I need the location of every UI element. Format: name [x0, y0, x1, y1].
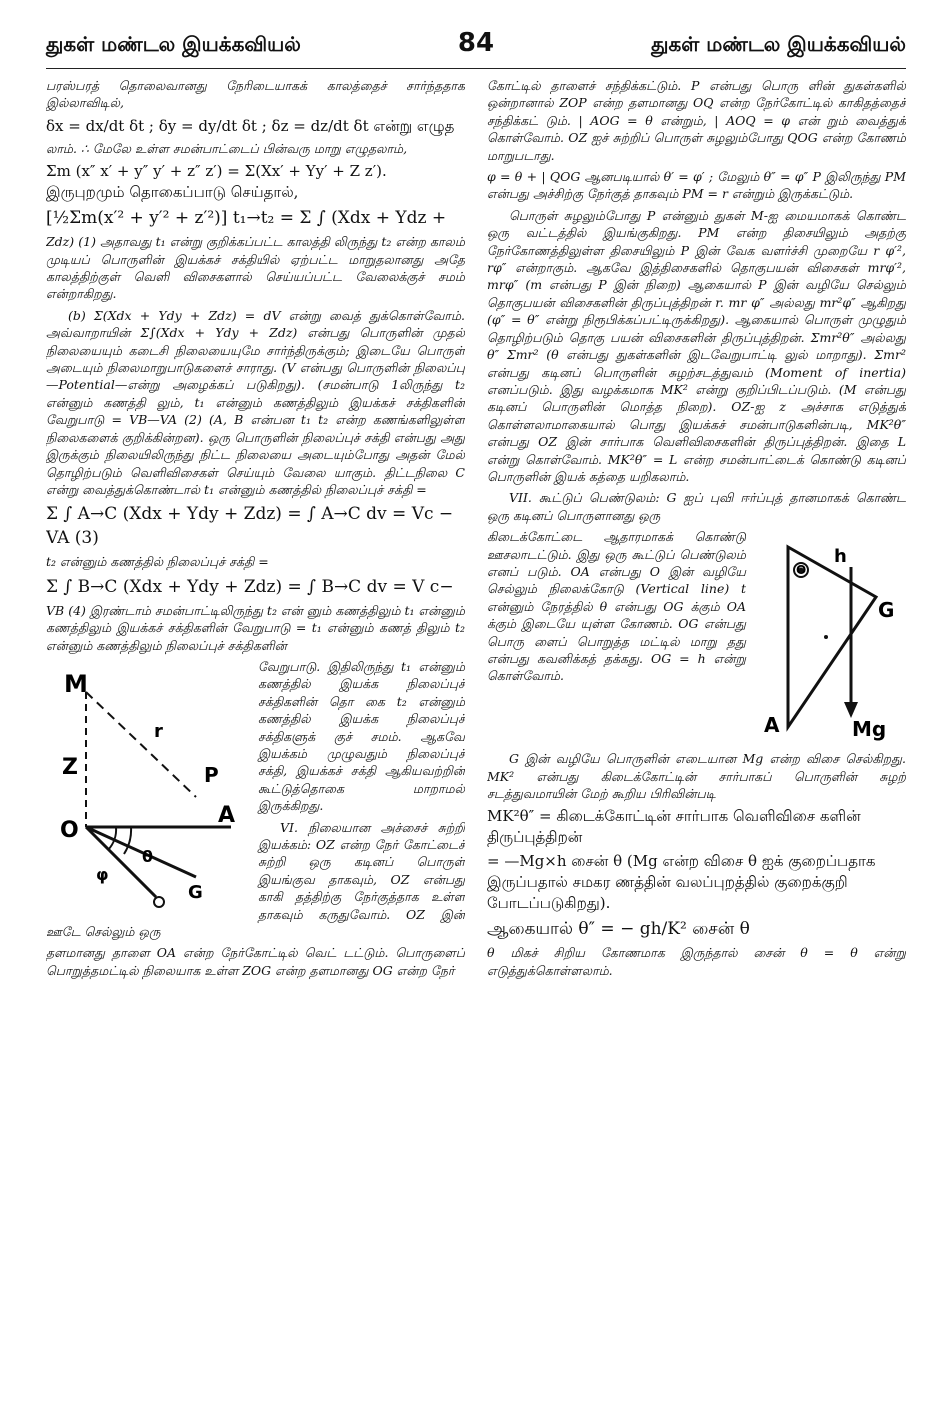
- paragraph: Zdz) (1) அதாவது t₁ என்று குறிக்கப்பட்ட காலத்தி லிருந்து t₂ என்ற காலம் முடியப் பொருளின் இயக்கச் சக்தியில் ஏற்பட்ட மாறுதலானது அதே காலத்திற்குள் வெளி விசைகளால் செய்யப்பட்ட வேலைக்குச் சமம் என்றாகிறது.: [46, 234, 465, 302]
- paragraph: G இன் வழியே பொருளின் எடையான Mg என்ற விசை செல்கிறது. MK² என்பது கிடைக்கோட்டின் சார்பாகப் பொருளின் சுழற் சடத்துவமாயின் மேற் கூறிய பிரிவின்படி: [487, 751, 906, 801]
- paragraph: t₂ என்னும் கணத்தில் நிலைப்புச் சக்தி =: [46, 554, 269, 570]
- equation: = —Mg×h சைன் θ (Mg என்ற விசை θ ஐக் குறைப்பதாக இருப்பதால் சமகர ணத்தின் வலப்புறத்தில் குறைக்குறி போடப்படுகிறது).: [487, 852, 876, 913]
- paragraph: VI. நிலையான அச்சைச் சுற்றி இயக்கம்: OZ என்ற நேர் கோட்டைச் சுற்றி ஒரு கடினப் பொருள் இயங்குவ தாகவும், OZ என்பது காகி தத்திற்கு நேர்குத்தாக உள்ள தாகவும் கருதுவோம். OZ இன் ஊடே செல்லும் ஒரு: [46, 819, 465, 940]
- equation: Σ ∫ B→C (Xdx + Ydy + Zdz) = ∫ B→C dv = V c−: [46, 576, 454, 597]
- equation: [½Σm(x′² + y′² + z′²)] t₁→t₂ = Σ ∫ (Xdx + Ydz +: [46, 208, 447, 229]
- equation: δx = dx/dt δt ; δy = dy/dt δt ; δz = dz/dt δt என்று எழுத: [46, 116, 455, 135]
- figure-label: φ: [96, 864, 109, 884]
- header-left-title: துகள் மண்டல இயக்கவியல்: [46, 32, 301, 56]
- figure-axis-rotation: [46, 662, 246, 916]
- figure-label: O: [60, 817, 79, 843]
- paragraph: கோட்டில் தாளைச் சந்திக்கட்டும். P என்பது பொரு ளின் துகள்களில் ஒன்றானால் ZOP என்ற தளமானது OQ என்ற நேர்கோட்டில் காகிதத்தைச் சந்திக்கட் டும். | AOG = θ என்றும், | AOQ = φ என் றும் வைத்துக் கொள்வோம். OZ ஐச் சுற்றிப் பொருள் சுழலும்போது QOG என்ற கோணம் மாறுபடாது.: [487, 78, 906, 163]
- body-columns: [46, 77, 906, 1407]
- paragraph: தளமானது தாளை OA என்ற நேர்கோட்டில் வெட் டட்டும். பொருளைப் பொறுத்தமட்டில் நிலையாக உள்ள ZOG என்ற தளமானது OG என்ற நேர்: [46, 945, 465, 978]
- figure-label: A: [218, 802, 236, 828]
- paragraph: θ மிகச் சிறிய கோணமாக இருந்தால் சைன் θ = θ என்று எடுத்துக்கொள்ளலாம்.: [487, 945, 906, 978]
- figure-label: P: [204, 762, 219, 787]
- paragraph: பரஸ்பரத் தொலைவானது நேரிடையாகக் காலத்தைச் சார்ந்ததாக இல்லாவிடில்,: [46, 78, 465, 111]
- paragraph: (b) Σ(Xdx + Ydy + Zdz) = dV என்று வைத் துக்கொள்வோம். அவ்வாறாயின் Σ∫(Xdx + Ydy + Zdz) என்பது பொருளின் முதல் நிலையையும் கடைசி நிலையையுமே சார்ந்திருக்கும்; இடையே பொருள் அடையும் நிலைமாறுபாடுகளைச் சாராது. (V என்பது பொருளின் நிலைப்பு—Potential—என்று அழைக்கப் படுகிறது). (சமன்பாடு 1லிருந்து t₂ என்னும் கணத்தி லும், t₁ என்னும் கணத்திலும் இயக்கச் சக்திகளின் வேறுபாடு = VB—VA (2) (A, B என்பன t₁ t₂ என்ற கணங்களிலுள்ள நிலைகளைக் குறிக்கின்றன). ஒரு பொருளின் நிலைப்புச் சக்தி என்பது அது இருக்கும் நிலையிலிருந்து நிட்ட நிலையை அடையும்போது அதன் மேல் தொழிற்படும் வெளிவிசைகள் செய்யும் வேலை யாகும். திட்டநிலை C என்று வைத்துக்கொண்டால் t₁ என்னும் கணத்தில் நிலைப்புச் சக்தி =: [46, 307, 465, 497]
- figure-label: Z: [62, 754, 78, 780]
- figure-label: A: [764, 713, 780, 738]
- page-number: 84: [457, 28, 495, 58]
- figure-label: Mg: [852, 717, 887, 742]
- paragraph: VB (4) இரண்டாம் சமன்பாட்டிலிருந்து t₂ என் னும் கணத்திலும் t₁ என்னும் கணத்திலும் இயக்கச் சக்திகளின் வேறுபாடு = t₁ என்னும் கணத் திலும் t₂ என்னும் கணத்திலும் நிலைப்புச் சக்திகளின்: [46, 602, 465, 653]
- equation: MK²θ″ = கிடைக்கோட்டின் சார்பாக வெளிவிசை களின் திருப்புத்திறன்: [487, 807, 861, 847]
- equation: Σ ∫ A→C (Xdx + Ydy + Zdz) = ∫ A→C dv = Vc − VA (3): [46, 504, 454, 549]
- figure-compound-pendulum: [756, 532, 906, 746]
- paragraph: பொருள் சுழலும்போது P என்னும் துகள் M-ஐ மையமாகக் கொண்ட ஒரு வட்டத்தில் இயங்குகிறது. PM என்ற திசையிலும் அதற்கு நேர்கோணத்திலுள்ள திசையிலும் P இன் வேக வளர்ச்சி முறையே r φ′², rφ″ என்றாகும். ஆகவே இத்திசைகளில் தொகுபயன் விசைகள் mrφ′², mrφ″ (m என்பது P இன் நிறை) ஆகையால் P இன் வழியே செல்லும் தொகுபயன் விசைகளின் திருப்புத்திறன் r. mr φ″ அல்லது mr²φ″ ஆகிறது (φ″ = θ″ என்று நிரூபிக்கப்பட்டிருக்கிறது). ஆகையால் பொருள் முழுதும் தொழிற்படும் தொகு பயன் விசைகளின் திருப்புத்திறன். Σmr²θ″ அல்லது θ″ Σmr² (θ என்பது துகள்களின் இடவேறுபாட்டி லுல் மாறாது). Σmr² என்பது கடினப் பொருளின் சுழற்சடத்துவம் (Moment of inertia) எனப்படும். இது வழக்கமாக MK² என்று குறிப்பிடப்படும். (M என்பது கடினப் பொருளின் மொத்த நிறை). OZ-ஐ z அச்சாக எடுத்துக் கொள்ளலாமாகையால் பொது இயக்கச் சமன்பாடுகளின்படி, MK²θ″ என்பது OZ இன் சார்பாக வெளிவிசைகளின் திருப்புத்திறன். இதை L என்று கொள்வோம். MK²θ″ = L என்ற சமன்பாட்டைக் கொண்டு கடினப் பொருளின் இயக் கத்தை யறிகலாம்.: [487, 207, 906, 484]
- equation: ஆகையால் θ″ = − gh/K² சைன் θ: [487, 919, 750, 940]
- figure-label: θ: [142, 846, 153, 866]
- equation: Σm (x″ x′ + y″ y′ + z″ z′) = Σ(Xx′ + Yy′ + Z z′). இருபுறமும் தொகைப்பாடு செய்தால்,: [46, 162, 387, 202]
- right-column: [487, 77, 906, 1407]
- figure-label: M: [64, 669, 88, 698]
- header-right-title: துகள் மண்டல இயக்கவியல்: [651, 32, 906, 56]
- paragraph: கிடைக்கோட்டை ஆதாரமாகக் கொண்டு ஊசலாடட்டும். இது ஒரு கூட்டுப் பெண்டுலம் எனப் படும். OA என்பது O இன் வழியே செல்லும் நிலைக்கோடு (Vertical line) t என்னும் நேரத்தில் θ என்பது OG க்கும் OA க்கும் இடையே யுள்ள கோணம். OG என்பது பொரு ளைப் பொறுத்த மட்டில் மாறு தது என்பது கவனிக்கத் தக்கது. OG = h என்று கொள்வோம்.: [487, 529, 746, 684]
- paragraph: VII. கூட்டுப் பெண்டுலம்: G ஐப் புவி ஈர்ப்புத் தானமாகக் கொண்ட ஒரு கடினப் பொருளானது ஒரு: [487, 490, 906, 523]
- paragraph: வேறுபாடு. இதிலிருந்து t₁ என்னும் கணத்தில் இயக்க நிலைப்புச் சக்திகளின் தொ கை t₂ என்னும் கணத்தில் இயக்க நிலைப்புச் சக்திகளுக் குச் சமம். ஆகவே இயக்கம் முழுவதும் நிலைப்புச் சக்தி, இயக்கச் சக்தி ஆகியவற்றின் கூட்டுத்தொகை மாறாமல் இருக்கிறது.: [258, 658, 465, 814]
- page-header: [46, 28, 906, 69]
- paragraph: லாம். ∴ மேலே உள்ள சமன்பாட்டைப் பின்வரு மாறு எழுதலாம்,: [46, 140, 408, 156]
- figure-label: G: [188, 881, 203, 903]
- paragraph: φ = θ + | QOG ஆனபடியால் θ′ = φ′ ; மேலும் θ″ = φ″ P இலிருந்து PM என்பது அச்சிற்கு நேர்குத் தாகவும் PM = r என்றும் இருக்கட்டும்.: [487, 169, 906, 202]
- figure-label: O: [796, 563, 807, 578]
- figure-label: h: [834, 546, 847, 568]
- left-column: [46, 77, 465, 1407]
- figure-label: G: [878, 598, 895, 623]
- figure-label: r: [154, 720, 163, 742]
